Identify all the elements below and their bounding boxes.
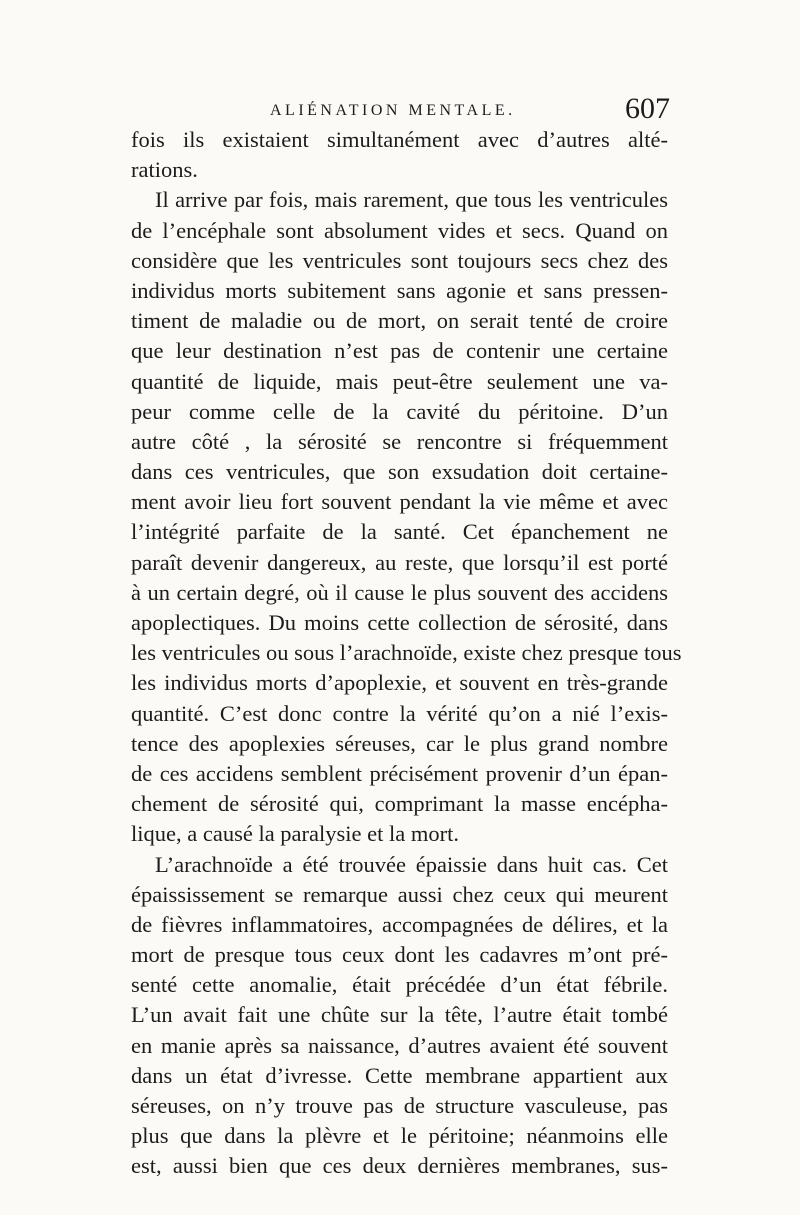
text-line: épaississement se remarque aussi chez ceux qui meurent [131,881,668,907]
text-line: dans un état d’ivresse. Cette membrane appartient aux [131,1062,668,1088]
page-number: 607 [625,92,670,125]
text-line: autre côté , la sérosité se rencontre si fréquemment [131,428,668,454]
text-line: est, aussi bien que ces deux dernières membranes, sus- [131,1153,668,1179]
text-line: dans ces ventricules, que son exsudation doit certaine- [131,459,668,485]
text-line: Il arrive par fois, mais rarement, que tous les ventricules [155,187,668,213]
text-line: individus morts subitement sans agonie et sans pressen- [131,277,668,303]
text-line: senté cette anomalie, était précédée d’un état fébrile. [131,972,668,998]
text-line: considère que les ventricules sont toujours secs chez des [131,247,668,273]
text-line: L’un avait fait une chûte sur la tête, l’autre était tombé [131,1002,668,1028]
text-line: timent de maladie ou de mort, on serait tenté de croire [131,308,668,334]
text-line: à un certain degré, où il cause le plus souvent des accidens [131,579,668,605]
text-line: apoplectiques. Du moins cette collection de sérosité, dans [131,610,668,635]
text-line: en manie après sa naissance, d’autres avaient été souvent [131,1032,668,1058]
text-line: mort de presque tous ceux dont les cadavres m’ont pré- [131,942,668,968]
text-line: chement de sérosité qui, comprimant la masse encépha- [131,791,668,817]
text-line: lique, a causé la paralysie et la mort. [131,821,459,847]
text-line: de fièvres inflammatoires, accompagnées de délires, et la [131,911,668,937]
text-line: plus que dans la plèvre et le péritoine; néanmoins elle [131,1123,668,1149]
text-line: de l’encéphale sont absolument vides et secs. Quand on [131,217,668,243]
text-line: fois ils existaient simultanément avec d’autres alté- [131,127,668,152]
text-line: tence des apoplexies séreuses, car le plus grand nombre [131,730,668,756]
body-text [131,125,682,1182]
text-line: quantité de liquide, mais peut-être seulement une va- [131,368,668,394]
text-line: l’intégrité parfaite de la santé. Cet épanchement ne [131,519,668,545]
text-line: de ces accidens semblent précisément provenir d’un épan- [131,760,668,786]
text-line: rations. [131,157,198,183]
page-header [130,94,670,128]
text-line: les individus morts d’apoplexie, et souvent en très-grande [131,670,668,696]
text-line: L’arachnoïde a été trouvée épaissie dans huit cas. Cet [155,851,668,877]
text-line: paraît devenir dangereux, au reste, que lorsqu’il est porté [131,549,668,575]
text-line: quantité. C’est donc contre la vérité qu’on a nié l’exis- [131,700,668,726]
running-head: ALIÉNATION MENTALE. [270,102,516,119]
text-line: ment avoir lieu fort souvent pendant la vie même et avec [131,489,668,515]
text-line: séreuses, on n’y trouve pas de structure vasculeuse, pas [131,1093,668,1118]
text-line: peur comme celle de la cavité du péritoine. D’un [131,398,668,424]
text-line: les ventricules ou sous l’arachnoïde, existe chez presque tous [131,640,682,666]
text-line: que leur destination n’est pas de contenir une certaine [131,338,668,364]
